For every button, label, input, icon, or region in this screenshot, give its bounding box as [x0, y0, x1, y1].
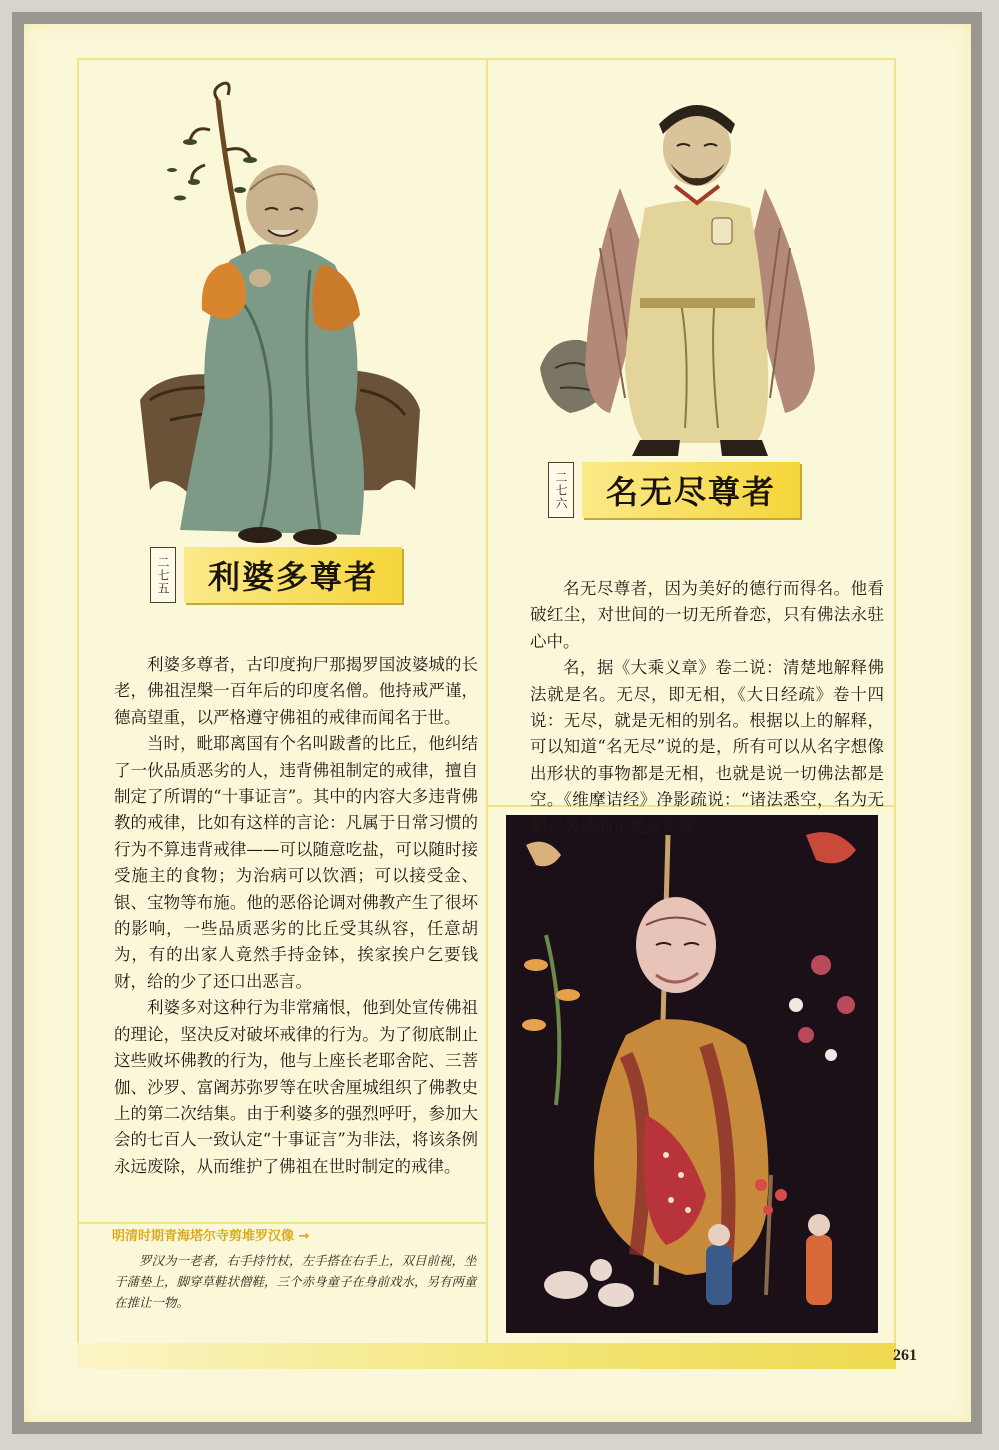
ming-wujin-illustration	[530, 68, 860, 468]
paragraph: 利婆多尊者，古印度拘尸那揭罗国波婆城的长老，佛祖涅槃一百年后的印度名僧。他持戒严谨，德高望重，以严格遵守佛祖的戒律而闻名于世。	[114, 655, 478, 727]
caption-text	[114, 1250, 484, 1313]
revata-illustration	[110, 70, 460, 550]
caption-divider	[79, 1222, 486, 1224]
ming-wujin-ordinal: 二七六	[548, 462, 574, 518]
revata-body-text	[114, 652, 478, 1180]
paragraph: 名无尽尊者，因为美好的德行而得名。他看破红尘，对世间的一切无所眷恋，只有佛法永驻心中。	[530, 579, 884, 651]
ming-wujin-body-text	[530, 576, 884, 840]
caption-title: 明清时期青海塔尔寺剪堆罗汉像 →	[112, 1229, 310, 1244]
caption-paragraph: 罗汉为一老者，右手持竹杖，左手搭在右手上，双目前视，坐于蒲垫上，脚穿草鞋状僧鞋，三个赤身童子在身前戏水，另有两童在推让一物。	[114, 1253, 477, 1310]
revata-title: 利婆多尊者	[184, 547, 402, 603]
paragraph: 利婆多对这种行为非常痛恨，他到处宣传佛祖的理论，坚决反对破坏戒律的行为。为了彻底制止这些败坏佛教的行为，他与上座长老耶舍陀、三菩伽、沙罗、富阇苏弥罗等在吠舍厘城组织了佛教史上的第二次结集。由于利婆多的强烈呼吁，参加大会的七百人一致认定“十事证言”为非法，将该条例永远废除，从而维护了佛祖在世时制定的戒律。	[114, 998, 478, 1176]
ming-wujin-title-block	[548, 462, 800, 518]
revata-title-block	[150, 547, 402, 603]
ming-wujin-title: 名无尽尊者	[582, 462, 800, 518]
page-number: 261	[893, 1347, 917, 1364]
revata-ordinal: 二七五	[150, 547, 176, 603]
column-divider	[486, 58, 488, 1353]
footer-bar	[77, 1343, 896, 1369]
paragraph: 当时，毗耶离国有个名叫跋耆的比丘，他纠结了一伙品质恶劣的人，违背佛祖制定的戒律，擅自制定了所谓的“十事证言”。其中的内容大多违背佛教的戒律，比如有这样的言论：凡属于日常习惯的行为不算违背戒律——可以随意吃盐，可以随时接受施主的食物；为治病可以饮酒；可以接受金、银、宝物等布施。他的恶俗论调对佛教产生了很坏的影响，一些品质恶劣的比丘受其纵容，任意胡为，有的出家人竟然手持金钵，挨家挨户乞要钱财，给的少了还口出恶言。	[114, 734, 478, 991]
paragraph: 名，据《大乘义章》卷二说：清楚地解释佛法就是名。无尽，即无相，《大日经疏》卷十四说：无尽，就是无相的别名。根据以上的解释，可以知道“名无尽”说的是，所有可以从名字想像出形状的事物都是无相，也就是说一切佛法都是空。《维摩诘经》净影疏说：“诸法悉空，名为无相。”表达的正是这个意	[530, 658, 884, 836]
tar-monastery-arhat-image	[506, 815, 878, 1333]
